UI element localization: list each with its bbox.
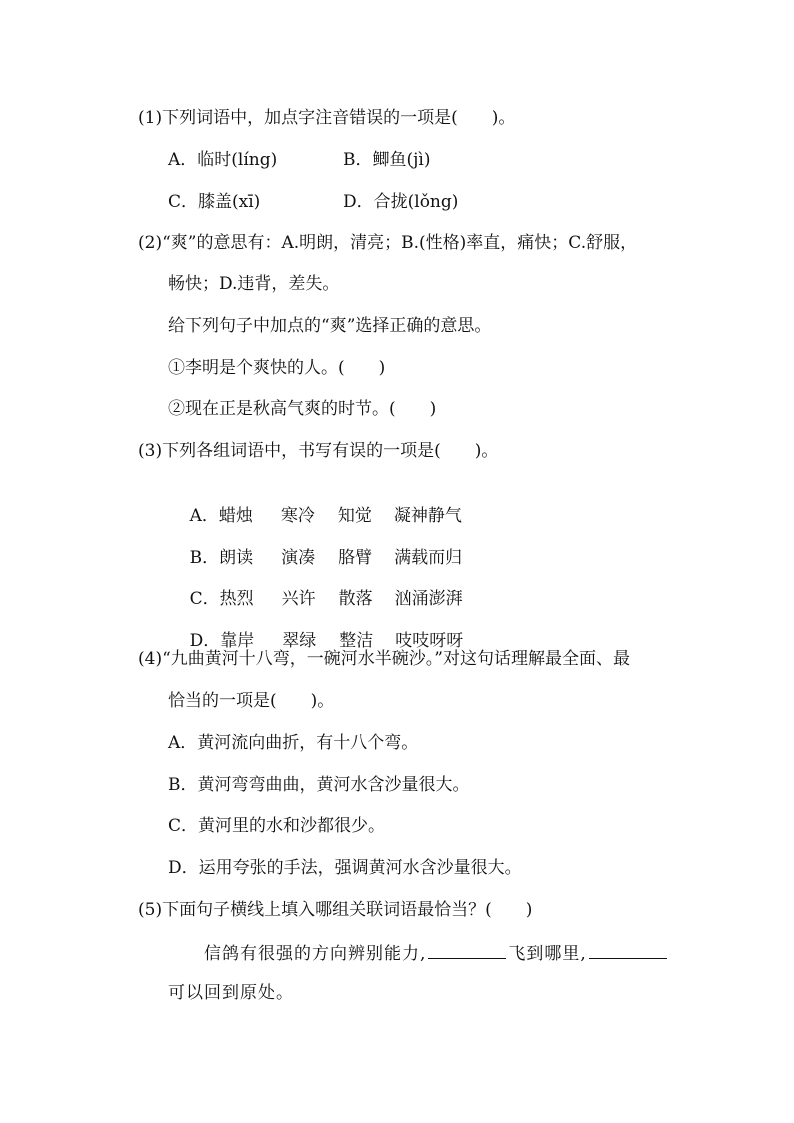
word: 靠岸 (220, 631, 255, 651)
word: 热烈 (219, 589, 254, 609)
word: 寒冷 (280, 506, 315, 526)
word: 蜡烛 (218, 506, 253, 526)
word: 朗读 (219, 548, 254, 568)
question-4-option-a: A．黄河流向曲折，有十八个弯。 (168, 733, 419, 753)
question-4-option-c: C．黄河里的水和沙都很少。 (168, 816, 386, 836)
fill-blank-2[interactable] (589, 940, 667, 959)
question-1-option-c: C．膝盖(xī) (168, 192, 261, 212)
word: 演凑 (281, 548, 316, 568)
word: 整洁 (339, 631, 374, 651)
word: 汹涌澎湃 (394, 589, 463, 609)
question-1-option-b: B．鲫鱼(jì) (343, 150, 431, 170)
question-5-sentence-line-2: 可以回到原处。 (168, 983, 294, 1003)
question-4-option-b: B．黄河弯弯曲曲，黄河水含沙量很大。 (168, 775, 470, 795)
sentence-part-1: 信鸽有很强的方向辨别能力, (204, 944, 427, 964)
word: 胳臂 (338, 548, 373, 568)
word: 兴许 (281, 589, 316, 609)
question-2-stem-line-2: 畅快；D.违背，差失。 (168, 274, 340, 294)
question-2-stem-line-1: (2)“爽”的意思有：A.明朗，清亮；B.(性格)率直，痛快；C.舒服， (138, 233, 638, 253)
word: 翠绿 (282, 631, 317, 651)
word: 散落 (338, 589, 373, 609)
question-4-stem-line-2: 恰当的一项是( )。 (168, 691, 335, 711)
question-1-stem: (1)下列词语中，加点字注音错误的一项是( )。 (138, 108, 516, 128)
word: 满载而归 (394, 548, 463, 568)
question-1-option-a: A．临时(líng) (168, 150, 278, 170)
question-2-item-2: ②现在正是秋高气爽的时节。( ) (168, 399, 437, 419)
question-5-stem: (5)下面句子横线上填入哪组关联词语最恰当？( ) (138, 900, 533, 920)
question-1-option-d: D．合拢(lǒng) (343, 192, 459, 212)
option-letter: D． (189, 631, 221, 651)
question-2-item-1: ①李明是个爽快的人。( ) (168, 358, 386, 378)
question-4-option-d: D．运用夸张的手法，强调黄河水含沙量很大。 (168, 858, 522, 878)
question-2-instruction: 给下列句子中加点的“爽”选择正确的意思。 (168, 316, 492, 336)
word: 吱吱呀呀 (395, 631, 464, 651)
word: 凝神静气 (393, 506, 462, 526)
option-letter: A． (189, 506, 219, 526)
fill-blank-1[interactable] (428, 940, 506, 959)
word: 知觉 (337, 506, 372, 526)
question-5-sentence-line-1 (204, 940, 669, 966)
question-3-stem: (3)下列各组词语中，书写有误的一项是( )。 (138, 441, 499, 461)
sentence-part-2: 飞到哪里, (508, 944, 587, 964)
option-letter: C． (189, 589, 220, 609)
option-letter: B． (189, 548, 220, 568)
question-4-stem-line-1: (4)“九曲黄河十八弯，一碗河水半碗沙。”对这句话理解最全面、最 (138, 649, 630, 669)
